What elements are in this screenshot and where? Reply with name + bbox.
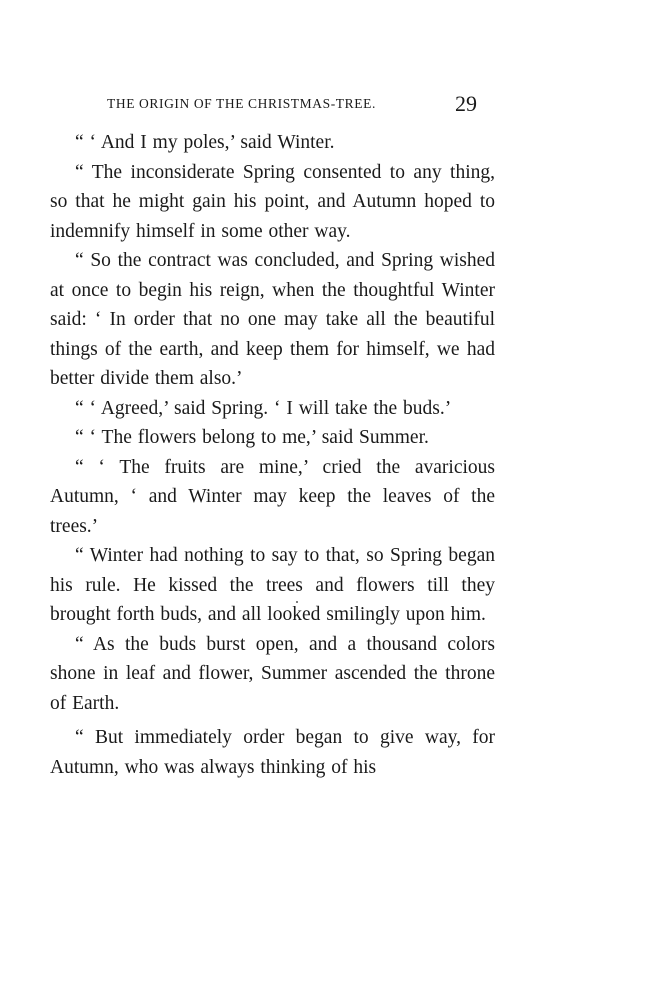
paragraph: “ Winter had nothing to say to that, so Spring began his rule. He kissed the trees and flowers till they brought forth buds, and all looked smilingly upon him. [50,545,495,625]
paragraph: “ ‘ The flowers belong to me,’ said Summer. [75,427,429,448]
print-speck [296,601,298,603]
paragraph: “ The inconsiderate Spring consented to any thing, so that he might gain his point, and Autumn hoped to indemnify himself in some other way. [50,161,495,242]
paragraph: “ ‘ And I my poles,’ said Winter. [75,132,335,153]
paragraph: “ But immediately order began to give way, for Autumn, who was always thinking of his [50,727,495,778]
paragraph: “ ‘ Agreed,’ said Spring. ‘ I will take the buds.’ [75,397,452,419]
page-number: 29 [455,91,477,116]
paragraph: “ As the buds burst open, and a thousand colors shone in leaf and flower, Summer ascended the throne of Earth. [50,633,495,714]
paragraph: “ ‘ The fruits are mine,’ cried the avaricious Autumn, ‘ and Winter may keep the leaves of the trees.’ [50,456,495,537]
running-head: THE ORIGIN OF THE CHRISTMAS-TREE. [107,96,376,111]
paragraph: “ So the contract was concluded, and Spring wished at once to begin his reign, when the thoughtful Winter said: ‘ In order that no one may take all the beautiful things of the earth, and keep them for himself, we had better divide them also.’ [50,250,495,389]
body-text [50,128,495,782]
